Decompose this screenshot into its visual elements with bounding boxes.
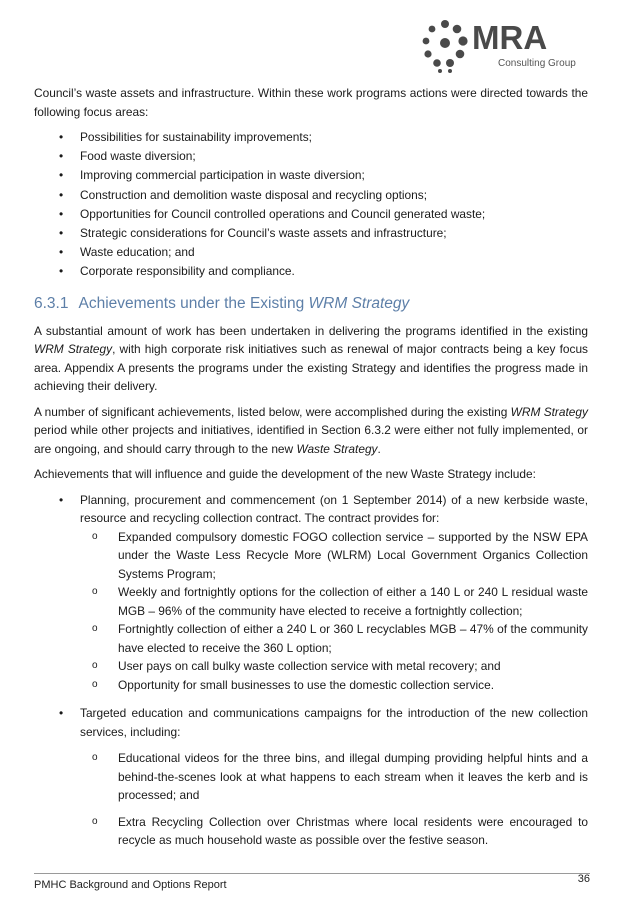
list-item: • Strategic considerations for Council’s waste assets and infrastructure; [34, 224, 588, 243]
sub-list [80, 528, 588, 695]
text-run: . [377, 441, 381, 456]
paragraph-3: Achievements that will influence and guide the development of the new Waste Strategy include: [34, 467, 536, 482]
logo-name: MRA [472, 19, 548, 56]
footer-divider [34, 873, 590, 874]
intro-paragraph: Council’s waste assets and infrastructure. Within these work programs actions were directed towards the following focus areas: [34, 86, 588, 119]
list-item: • Construction and demolition waste disposal and recycling options; [34, 186, 588, 205]
text-run: A substantial amount of work has been undertaken in delivering the programs identified in the existing [34, 323, 588, 338]
logo-subtitle: Consulting Group [498, 58, 576, 69]
text-run-italic: WRM Strategy [510, 404, 588, 419]
sub-list-item: o Weekly and fortnightly options for the collection of either a 140 L or 240 L residual waste MGB – 96% of the community have elected to receive a fortnightly collection; [80, 583, 588, 620]
text-run: , with high corporate risk initiatives such as renewal of major contracts being a key focus area. Appendix A presents the programs under the existing Strategy and identifies the progress made in achieving their delivery. [34, 342, 588, 394]
list-item: • Waste education; and [34, 243, 588, 262]
list-item: • Possibilities for sustainability improvements; [34, 128, 588, 147]
list-item: • Opportunities for Council controlled operations and Council generated waste; [34, 205, 588, 224]
achievement-text: Planning, procurement and commencement (on 1 September 2014) of a new kerbside waste, resource and recycling collection contract. The contract provides for: [80, 492, 588, 526]
section-title: Achievements under the Existing [78, 294, 309, 312]
page-content [34, 84, 588, 860]
page-number: 36 [577, 873, 590, 885]
text-run-italic: Waste Strategy [296, 441, 378, 456]
swirl-logo-icon [420, 18, 470, 74]
list-item: • Corporate responsibility and compliance. [34, 262, 588, 281]
sub-list [80, 749, 588, 850]
sub-list-item: o Extra Recycling Collection over Christmas where local residents were encouraged to recycle as much household waste as possible over the festive season. [80, 813, 588, 850]
focus-areas-list [34, 128, 588, 282]
list-item: • Food waste diversion; [34, 147, 588, 166]
section-number: 6.3.1 [34, 294, 69, 312]
paragraph-1 [34, 322, 588, 396]
paragraph-2 [34, 403, 588, 459]
mra-logo [420, 18, 590, 76]
list-item [34, 704, 588, 850]
sub-list-item: o Opportunity for small businesses to use the domestic collection service. [80, 676, 588, 695]
sub-list-item: o Fortnightly collection of either a 240 L or 360 L recyclables MGB – 47% of the community have elected to receive the 360 L option; [80, 620, 588, 657]
text-run: period while other projects and initiatives, identified in Section 6.3.2 were either not fully implemented, or are ongoing, and should carry through to the new [34, 423, 588, 456]
sub-list-item: o Expanded compulsory domestic FOGO collection service – supported by the NSW EPA under the Waste Less Recycle More (WLRM) Local Government Organics Collection Systems Program; [80, 528, 588, 584]
achievement-text: Targeted education and communications campaigns for the introduction of the new collection services, including: [80, 706, 588, 739]
text-run: A number of significant achievements, listed below, were accomplished during the existing [34, 404, 511, 419]
footer-report-title: PMHC Background and Options Report [34, 879, 227, 891]
achievements-list [34, 491, 588, 850]
text-run-italic: WRM Strategy [34, 342, 113, 357]
list-item [34, 491, 588, 695]
list-item: • Improving commercial participation in waste diversion; [34, 166, 588, 185]
sub-list-item: o Educational videos for the three bins, and illegal dumping providing helpful hints and a behind-the-scenes look at what happens to each stream when it leaves the kerb and is processed; and [80, 749, 588, 805]
section-title-italic: WRM Strategy [308, 294, 410, 312]
sub-list-item: o User pays on call bulky waste collection service with metal recovery; and [80, 657, 588, 676]
section-heading [34, 294, 588, 314]
